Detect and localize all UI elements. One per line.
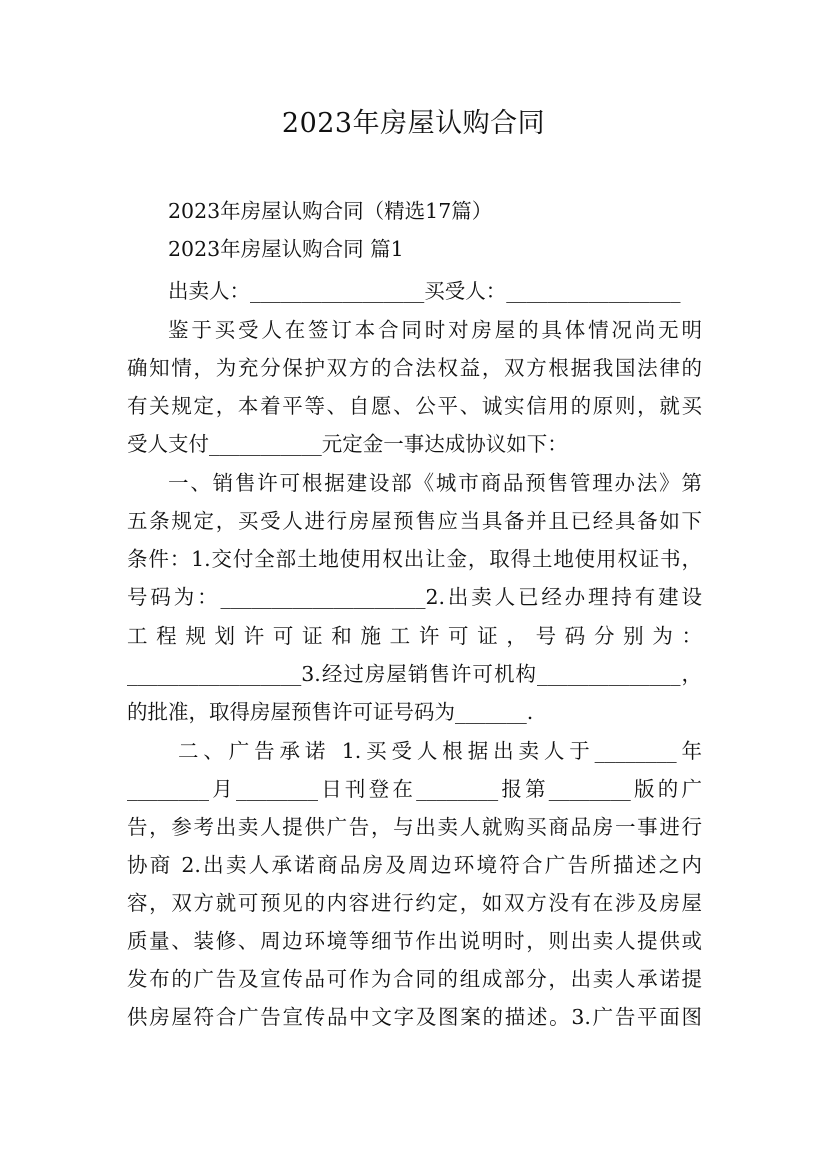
paragraph-line: 协商 2.出卖人承诺商品房及周边环境符合广告所描述之内	[127, 853, 702, 877]
document-title: 2023年房屋认购合同	[281, 108, 546, 139]
paragraph-line: 容，双方就可预见的内容进行约定，如双方没有在涉及房屋	[127, 891, 702, 915]
parties-line: 出卖人：_________________买受人：_________________	[168, 279, 681, 303]
paragraph-line: 五条规定，买受人进行房屋预售应当具备并且已经具备如下	[127, 509, 702, 533]
paragraph-line: 供房屋符合广告宣传品中文字及图案的描述。3.广告平面图	[127, 1005, 702, 1029]
paragraph-line: 有关规定，本着平等、自愿、公平、诚实信用的原则，就买	[127, 394, 702, 418]
subtitle-line: 2023年房屋认购合同（精选17篇）	[168, 199, 493, 223]
paragraph-line: _________________3.经过房屋销售许可机构______________，	[127, 662, 702, 686]
paragraph-line: ________月________日刊登在________报第________版的广	[127, 777, 702, 801]
paragraph-line: 受人支付___________元定金一事达成协议如下：	[127, 432, 568, 456]
paragraph-line: 质量、装修、周边环境等细节作出说明时，则出卖人提供或	[127, 929, 702, 953]
paragraph-line: 告，参考出卖人提供广告，与出卖人就购买商品房一事进行	[127, 815, 702, 839]
paragraph-line: 号码为：____________________2.出卖人已经办理持有建设	[127, 585, 702, 609]
paragraph-line: 一、销售许可根据建设部《城市商品预售管理办法》第	[168, 471, 702, 495]
paragraph-line: 条件：1.交付全部土地使用权出让金，取得土地使用权证书，	[127, 547, 702, 571]
paragraph-line: 的批准，取得房屋预售许可证号码为_______.	[127, 700, 534, 724]
paragraph-line: 鉴于买受人在签订本合同时对房屋的具体情况尚无明	[168, 318, 702, 342]
paragraph-line: 确知情，为充分保护双方的合法权益，双方根据我国法律的	[127, 356, 702, 380]
paragraph-line: 发布的广告及宣传品可作为合同的组成部分，出卖人承诺提	[127, 967, 702, 991]
paragraph-line: 工程规划许可证和施工许可证，号码分别为：	[127, 624, 702, 648]
paragraph-line: 二、广告承诺 1.买受人根据出卖人于________年	[178, 739, 702, 763]
section-heading: 2023年房屋认购合同 篇1	[168, 237, 404, 261]
